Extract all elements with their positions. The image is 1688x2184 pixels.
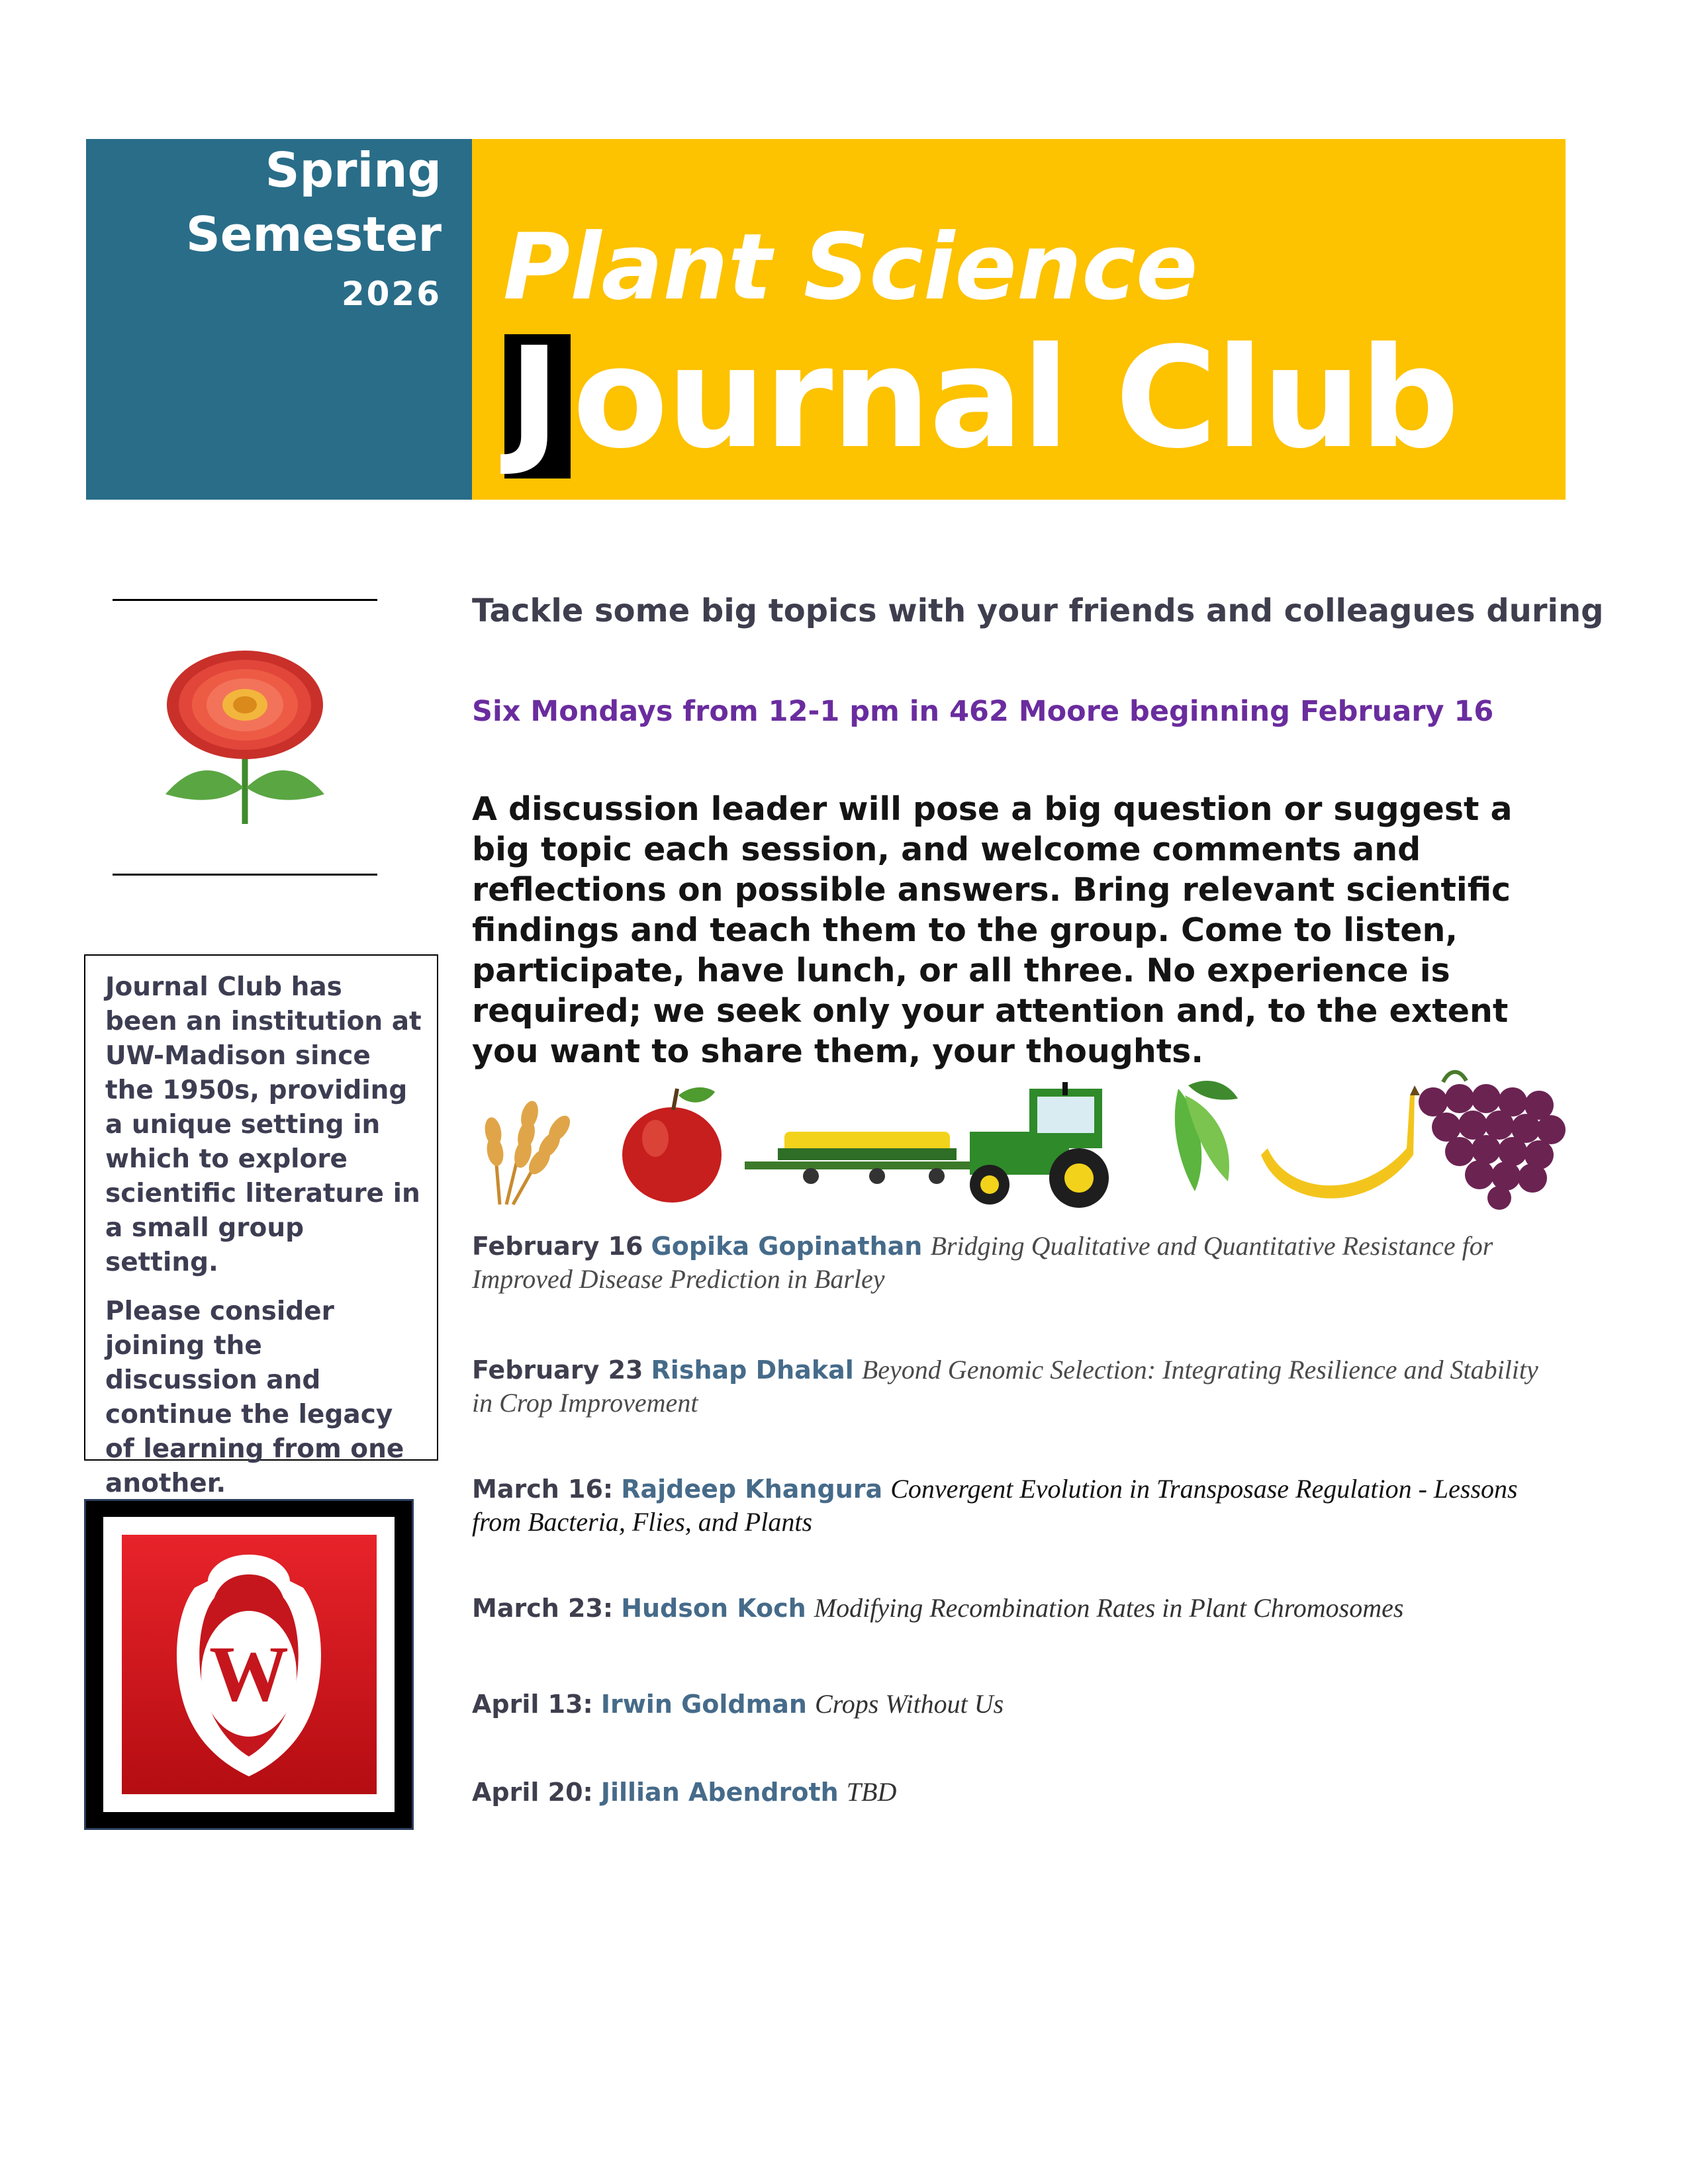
wheat-icon: [483, 1099, 574, 1205]
tagline: Tackle some big topics with your friends and colleagues during: [472, 592, 1604, 629]
session-speaker: Irwin Goldman: [600, 1690, 807, 1719]
invite-paragraph: Please consider joining the discussion and continue the legacy of learning from one another.: [105, 1297, 404, 1498]
banana-icon: [1261, 1085, 1420, 1199]
uw-crest-icon: [122, 1535, 377, 1794]
session-date: April 20:: [472, 1778, 593, 1807]
session-item: [472, 1353, 1564, 1420]
session-date: March 23:: [472, 1594, 614, 1623]
crop-illustrations: [467, 1069, 1566, 1211]
session-item: [472, 1230, 1564, 1296]
session-speaker: Jillian Abendroth: [600, 1778, 839, 1807]
apple-icon: [622, 1087, 722, 1203]
title-journal-club: ournal Club: [573, 317, 1458, 479]
session-speaker: Rajdeep Khangura: [621, 1475, 883, 1504]
session-title: Convergent Evolution in Transposase Regulation - Lessons from Bacteria, Flies, and Plants: [472, 1474, 1518, 1537]
session-date: April 13:: [472, 1690, 593, 1719]
schedule-summary: Six Mondays from 12-1 pm in 462 Moore beginning February 16: [472, 695, 1494, 728]
about-box: [84, 954, 438, 1498]
session-title: Crops Without Us: [815, 1689, 1004, 1719]
grapes-icon: [1419, 1072, 1566, 1210]
session-item: [472, 1473, 1564, 1539]
semester-label: Spring: [265, 142, 442, 198]
uw-letter: W: [209, 1629, 289, 1717]
pea-pod-icon: [1175, 1081, 1238, 1191]
session-date: March 16:: [472, 1475, 614, 1504]
semester-label-2: Semester: [185, 206, 442, 262]
session-title: Bridging Qualitative and Quantitative Resistance for Improved Disease Prediction in Barley: [472, 1231, 1493, 1294]
title-initial-block: [504, 317, 571, 479]
session-date: February 16: [472, 1232, 643, 1261]
session-speaker: Gopika Gopinathan: [651, 1232, 923, 1261]
title-initial: J: [508, 317, 561, 479]
description: A discussion leader will pose a big question or suggest a big topic each session, and welcome comments and reflections on possible answers. Bring relevant scientific findings and teach them to the group. Come to listen, participate, have lunch, or all three. No experience is required; we seek only your attention and, to the extent you want to share them, your thoughts.: [472, 790, 1513, 1070]
divider-bottom: [113, 874, 377, 876]
session-item: [472, 1776, 1564, 1809]
session-title: Beyond Genomic Selection: Integrating Resilience and Stability in Crop Improvement: [472, 1355, 1538, 1418]
session-date: February 23: [472, 1355, 643, 1385]
session-item: [472, 1688, 1564, 1721]
session-speaker: Rishap Dhakal: [651, 1355, 854, 1385]
divider-top: [113, 599, 377, 601]
zinnia-flower-icon: [159, 645, 331, 827]
session-item: [472, 1592, 1564, 1625]
semester-year: 2026: [341, 275, 442, 313]
about-paragraph: Journal Club has been an institution at UW-Madison since the 1950s, providing a unique setting in which to explore scientific literature in a small group setting.: [105, 972, 422, 1277]
session-title: TBD: [846, 1777, 897, 1807]
uw-logo-background: [122, 1535, 377, 1794]
session-speaker: Hudson Koch: [621, 1594, 806, 1623]
title-plant-science: Plant Science: [503, 214, 1198, 320]
uw-logo-mat: [103, 1517, 395, 1812]
tractor-planter-icon: [745, 1082, 1109, 1208]
session-title: Modifying Recombination Rates in Plant Chromosomes: [814, 1593, 1404, 1623]
uw-logo-frame: [84, 1499, 414, 1830]
